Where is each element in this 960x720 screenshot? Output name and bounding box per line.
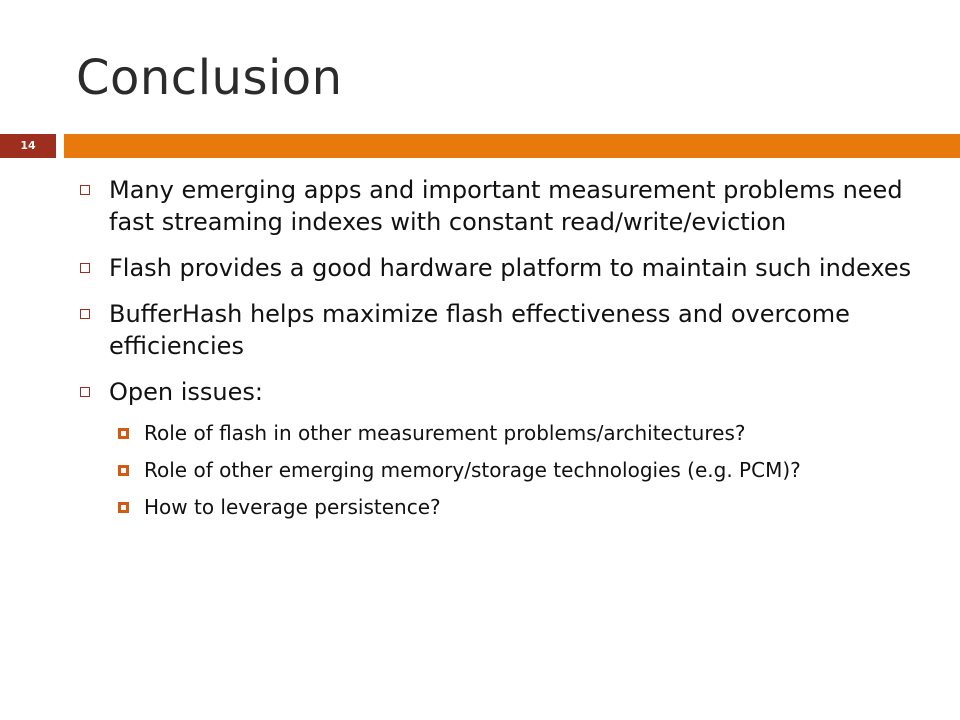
- bullet-text: Many emerging apps and important measurement problems need fast streaming indexes with constant read/write/eviction: [109, 176, 903, 236]
- bullet-text: Flash provides a good hardware platform to maintain such indexes: [109, 254, 912, 282]
- bullet-item: [72, 252, 932, 284]
- bullet-text: Open issues:: [109, 378, 263, 406]
- slide-title: Conclusion: [76, 50, 343, 106]
- bullet-item: [72, 376, 932, 408]
- sub-bullet-item: [109, 420, 932, 446]
- bullet-text: BufferHash helps maximize flash effectiveness and overcome efficiencies: [109, 300, 850, 360]
- square-bullet-icon: [80, 387, 90, 397]
- sub-bullet-item: [109, 457, 932, 483]
- sub-bullet-item: [109, 494, 932, 520]
- filled-square-bullet-icon: [118, 428, 129, 439]
- square-bullet-icon: [80, 185, 90, 195]
- slide-number: 14: [0, 134, 56, 158]
- filled-square-bullet-icon: [118, 502, 129, 513]
- bullet-item: [72, 174, 932, 238]
- sub-bullet-text: How to leverage persistence?: [144, 495, 441, 519]
- bullet-item: [72, 298, 932, 362]
- square-bullet-icon: [80, 309, 90, 319]
- title-accent-bar: [64, 134, 960, 158]
- square-bullet-icon: [80, 263, 90, 273]
- sub-bullet-text: Role of other emerging memory/storage technologies (e.g. PCM)?: [144, 458, 801, 482]
- sub-bullet-list: [72, 420, 932, 520]
- sub-bullet-text: Role of flash in other measurement problems/architectures?: [144, 421, 746, 445]
- filled-square-bullet-icon: [118, 465, 129, 476]
- bullet-list: [72, 174, 932, 531]
